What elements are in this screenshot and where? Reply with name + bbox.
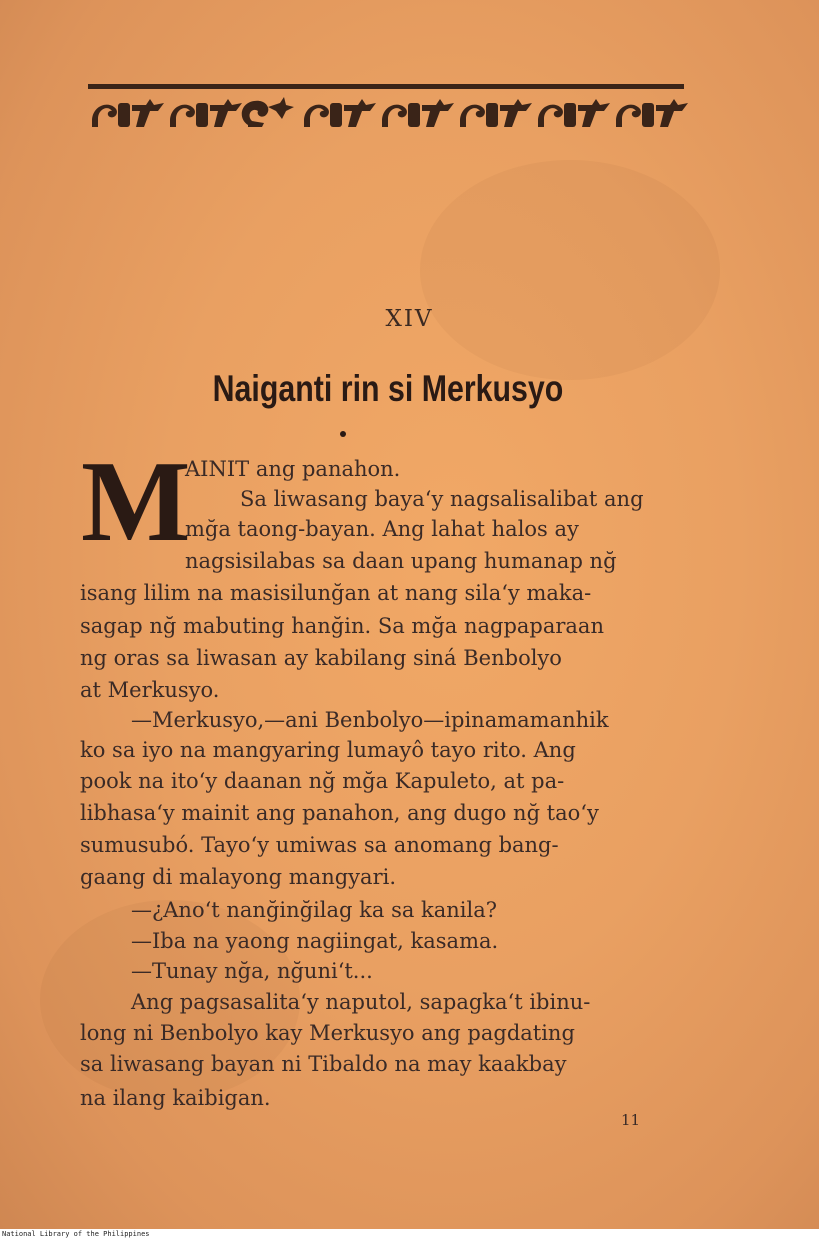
text-line: —Merkusyo,—ani Benbolyo—ipinamamanhik	[131, 708, 609, 732]
chapter-number: XIV	[385, 306, 434, 332]
text-line: —¿Ano‘t nanğinğilag ka sa kanila?	[131, 898, 498, 922]
text-line: mğa taong-bayan. Ang lahat halos ay	[185, 517, 579, 541]
text-line: ko sa iyo na mangyaring lumayô tayo rito. Ang	[80, 738, 576, 762]
header-rule	[88, 84, 684, 89]
text-line: na ilang kaibigan.	[80, 1086, 271, 1110]
chapter-title: Naiganti rin si Merkusyo	[212, 368, 564, 409]
vine-ornament-icon	[88, 93, 688, 133]
text-line: pook na ito‘y daanan nğ mğa Kapuleto, at pa-	[80, 769, 565, 793]
title-ornament-dot	[340, 431, 346, 437]
text-line: nagsisilabas sa daan upang humanap nğ	[185, 549, 617, 573]
page-number: 11	[621, 1111, 641, 1129]
text-line: sagap nğ mabuting hanğin. Sa mğa nagpaparaan	[80, 614, 604, 638]
text-line: sa liwasang bayan ni Tibaldo na may kaakbay	[80, 1052, 567, 1076]
text-line: AINIT ang panahon.	[185, 457, 401, 481]
text-line: —Iba na yaong nagiingat, kasama.	[131, 929, 499, 953]
text-line: gaang di malayong mangyari.	[80, 865, 396, 889]
text-line: long ni Benbolyo kay Merkusyo ang pagdating	[80, 1021, 575, 1045]
text-line: at Merkusyo.	[80, 678, 220, 702]
paper-stain	[420, 160, 720, 380]
footer-credit: National Library of the Philippines	[2, 1230, 150, 1238]
text-line: ng oras sa liwasan ay kabilang siná Benbolyo	[80, 646, 562, 670]
text-line: Ang pagsasalita‘y naputol, sapagka‘t ibinu-	[131, 990, 591, 1014]
text-line: sumusubó. Tayo‘y umiwas sa anomang bang-	[80, 833, 559, 857]
text-line: isang lilim na masisilunğan at nang sila‘y maka-	[80, 581, 592, 605]
drop-cap: M	[81, 438, 191, 566]
text-line: libhasa‘y mainit ang panahon, ang dugo nğ tao‘y	[80, 801, 599, 825]
text-line: Sa liwasang baya‘y nagsalisalibat ang	[240, 487, 644, 511]
text-line: —Tunay nğa, nğuni‘t...	[131, 959, 373, 983]
